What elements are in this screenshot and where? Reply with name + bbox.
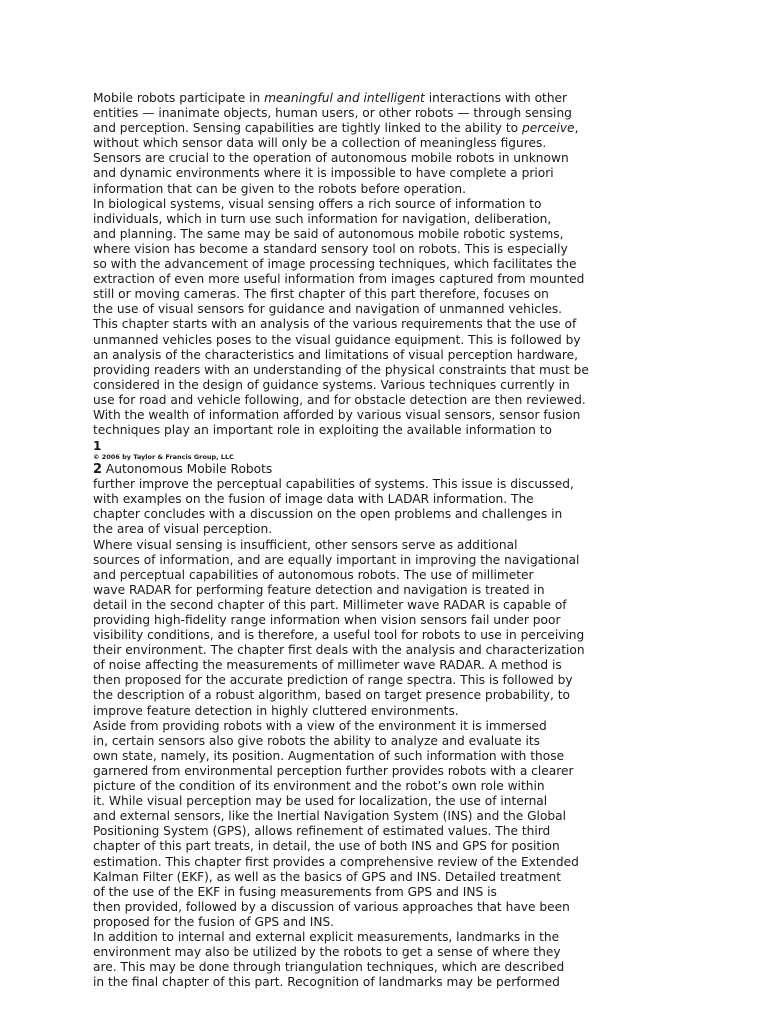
text-line: are. This may be done through triangulation techniques, which are described — [93, 960, 565, 975]
text-line: of the use of the EKF in fusing measurements from GPS and INS is — [93, 884, 497, 899]
text-line: and external sensors, like the Inertial Navigation System (INS) and the Global — [93, 809, 566, 824]
text-line: providing readers with an understanding of the physical constraints that must be — [93, 362, 589, 377]
text-line: techniques play an important role in exploiting the available information to — [93, 423, 552, 438]
header-title: Autonomous Mobile Robots — [102, 462, 273, 477]
text-line: then proposed for the accurate prediction of range spectra. This is followed by — [93, 673, 573, 688]
page-number: 1 — [93, 439, 102, 454]
text-line: their environment. The chapter first deals with the analysis and characterization — [93, 643, 585, 658]
page-1-body — [93, 91, 623, 438]
text-line: then provided, followed by a discussion of various approaches that have been — [93, 899, 570, 914]
text-line: improve feature detection in highly cluttered environments. — [93, 703, 459, 718]
text-line: detail in the second chapter of this part. Millimeter wave RADAR is capable of — [93, 597, 567, 612]
text-line: Mobile robots participate in meaningful and intelligent interactions with other — [93, 91, 568, 105]
text-line: Positioning System (GPS), allows refinement of estimated values. The third — [93, 824, 551, 839]
text-line: further improve the perceptual capabilities of systems. This issue is discussed, — [93, 477, 574, 492]
text-line: so with the advancement of image processing techniques, which facilitates the — [93, 257, 577, 272]
text-line: considered in the design of guidance systems. Various techniques currently in — [93, 377, 570, 392]
text-line: This chapter starts with an analysis of the various requirements that the use of — [93, 317, 577, 332]
copyright-notice: © 2006 by Taylor & Francis Group, LLC — [93, 453, 234, 462]
text-line: without which sensor data will only be a collection of meaningless figures. — [93, 136, 547, 151]
text-line: and perception. Sensing capabilities are tightly linked to the ability to perceive, — [93, 121, 579, 136]
text-line: Sensors are crucial to the operation of autonomous mobile robots in unknown — [93, 151, 569, 166]
text-line: of noise affecting the measurements of millimeter wave RADAR. A method is — [93, 658, 562, 673]
text-line: chapter concludes with a discussion on the open problems and challenges in — [93, 507, 563, 522]
text-line: where vision has become a standard sensory tool on robots. This is especially — [93, 241, 568, 256]
italic-emphasis: meaningful and intelligent — [264, 91, 425, 105]
text-line: individuals, which in turn use such information for navigation, deliberation, — [93, 211, 552, 226]
text-line: with examples on the fusion of image data with LADAR information. The — [93, 492, 534, 507]
text-line: In addition to internal and external explicit measurements, landmarks in the — [93, 929, 560, 944]
text-line: Kalman Filter (EKF), as well as the basics of GPS and INS. Detailed treatment — [93, 869, 561, 884]
text-line: use for road and vehicle following, and for obstacle detection are then reviewed. — [93, 392, 586, 407]
text-line: an analysis of the characteristics and limitations of visual perception hardware, — [93, 347, 579, 362]
text-line: In biological systems, visual sensing offers a rich source of information to — [93, 196, 542, 211]
text-line: own state, namely, its position. Augmentation of such information with those — [93, 748, 565, 763]
text-line: estimation. This chapter first provides a comprehensive review of the Extended — [93, 854, 579, 869]
text-line: and dynamic environments where it is impossible to have complete a priori — [93, 166, 554, 181]
text-line: proposed for the fusion of GPS and INS. — [93, 914, 335, 929]
document-page — [93, 91, 623, 990]
text-line: Where visual sensing is insufficient, other sensors serve as additional — [93, 537, 518, 552]
text-line: information that can be given to the robots before operation. — [93, 181, 467, 196]
text-line: With the wealth of information afforded by various visual sensors, sensor fusion — [93, 407, 581, 422]
text-line: in the final chapter of this part. Recognition of landmarks may be performed — [93, 975, 560, 990]
text-line: in, certain sensors also give robots the ability to analyze and evaluate its — [93, 733, 541, 748]
text-line: and planning. The same may be said of autonomous mobile robotic systems, — [93, 226, 564, 241]
header-page-number: 2 — [93, 462, 103, 478]
italic-emphasis: perceive — [522, 121, 575, 136]
text-line: environment may also be utilized by the robots to get a sense of where they — [93, 945, 561, 960]
text-line: visibility conditions, and is therefore, a useful tool for robots to use in perceiving — [93, 628, 585, 643]
text-line: the use of visual sensors for guidance and navigation of unmanned vehicles. — [93, 302, 563, 317]
text-line: providing high-fidelity range information when vision sensors fail under poor — [93, 613, 561, 627]
text-line: Aside from providing robots with a view of the environment it is immersed — [93, 718, 547, 733]
page-2-body — [93, 477, 623, 990]
text-line: entities — inanimate objects, human users, or other robots — through sensing — [93, 106, 572, 121]
text-line: wave RADAR for performing feature detection and navigation is treated in — [93, 582, 545, 597]
text-line: still or moving cameras. The first chapter of this part therefore, focuses on — [93, 287, 549, 302]
text-line: sources of information, and are equally important in improving the navigational — [93, 552, 580, 567]
text-line: it. While visual perception may be used for localization, the use of internal — [93, 794, 548, 809]
text-line: and perceptual capabilities of autonomous robots. The use of millimeter — [93, 567, 534, 582]
text-line: garnered from environmental perception further provides robots with a clearer — [93, 763, 574, 778]
text-line: picture of the condition of its environment and the robot’s own role within — [93, 779, 545, 794]
text-line: extraction of even more useful information from images captured from mounted — [93, 272, 585, 287]
text-line: the description of a robust algorithm, based on target presence probability, to — [93, 688, 570, 703]
running-header — [93, 462, 623, 477]
text-line: the area of visual perception. — [93, 522, 273, 537]
text-line: chapter of this part treats, in detail, the use of both INS and GPS for position — [93, 839, 560, 854]
text-line: unmanned vehicles poses to the visual guidance equipment. This is followed by — [93, 332, 581, 347]
